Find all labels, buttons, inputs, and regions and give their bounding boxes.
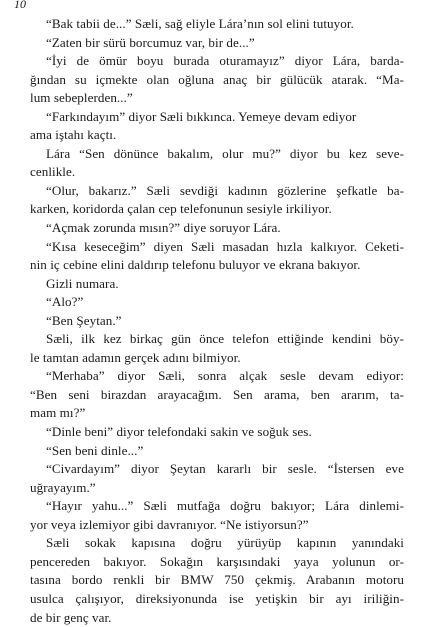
text-line: “Merhaba” diyor Sæli, sonra alçak sesle devam ediyor: xyxy=(30,367,404,386)
text-line: “Civardayım” diyor Şeytan kararlı bir sesle. “İstersen eve xyxy=(30,460,404,479)
text-line: “Olur, bakarız.” Sæli sevdiği kadının gözlerine şefkatle ba- xyxy=(30,182,404,201)
text-line: “Zaten bir sürü borcumuz var, bir de...” xyxy=(30,34,404,53)
text-line: Sæli, ilk kez birkaç gün önce telefon ettiğinde kendini böy- xyxy=(30,330,404,349)
text-line: ama iştahı kaçtı. xyxy=(30,126,404,145)
text-line: “Sen beni dinle...” xyxy=(30,442,404,461)
text-line: lum sebeplerden...” xyxy=(30,89,404,108)
text-line: le tamtan adamın gerçek adını bilmiyor. xyxy=(30,349,404,368)
text-line: “Farkındayım” diyor Sæli bıkkınca. Yemeye devam ediyor xyxy=(30,108,404,127)
text-line: yor veya izlemiyor gibi davranıyor. “Ne istiyorsun?” xyxy=(30,516,404,535)
text-line: “Alo?” xyxy=(30,293,404,312)
text-line: “Bak tabii de...” Sæli, sağ eliyle Lára’nın sol elini tutuyor. xyxy=(30,15,404,34)
text-line: ğından su içmekte olan oğluna anaç bir gülücük atarak. “Ma- xyxy=(30,71,404,90)
text-line: pencereden bakıyor. Sokağın karşısındaki yaya yolunun or- xyxy=(30,553,404,572)
text-line: Sæli sokak kapısına doğru yürüyüp kapının yanındaki xyxy=(30,534,404,553)
text-line: de bir genç var. xyxy=(30,609,404,627)
text-line: cenlikle. xyxy=(30,163,404,182)
text-line: “Ben Şeytan.” xyxy=(30,312,404,331)
body-text xyxy=(30,15,404,627)
text-line: uğrayayım.” xyxy=(30,479,404,498)
page-number: 10 xyxy=(14,0,26,11)
text-line: “Kısa keseceğim” diyen Sæli masadan hızla kalkıyor. Ceketi- xyxy=(30,238,404,257)
text-line: “Ben seni birazdan arayacağım. Sen arama, ben ararım, ta- xyxy=(30,386,404,405)
text-line: Lára “Sen dönünce bakalım, olur mu?” diyor bu kez seve- xyxy=(30,145,404,164)
text-line: usulca çalışıyor, direksiyonunda ise yetişkin bir ayı iriliğin- xyxy=(30,590,404,609)
text-line: “Dinle beni” diyor telefondaki sakin ve soğuk ses. xyxy=(30,423,404,442)
text-line: karken, koridorda çalan cep telefonunun sesiyle irkiliyor. xyxy=(30,200,404,219)
text-line: nin iç cebine elini daldırıp telefonu buluyor ve ekrana bakıyor. xyxy=(30,256,404,275)
text-line: “Hayır yahu...” Sæli mutfağa doğru bakıyor; Lára dinlemi- xyxy=(30,497,404,516)
text-line: mam mı?” xyxy=(30,404,404,423)
text-line: tasına bordo renkli bir BMW 750 çekmiş. Arabanın motoru xyxy=(30,571,404,590)
text-line: “Açmak zorunda mısın?” diye soruyor Lára. xyxy=(30,219,404,238)
text-line: “İyi de ömür boyu burada oturamayız” diyor Lára, barda- xyxy=(30,52,404,71)
text-line: Gizli numara. xyxy=(30,275,404,294)
